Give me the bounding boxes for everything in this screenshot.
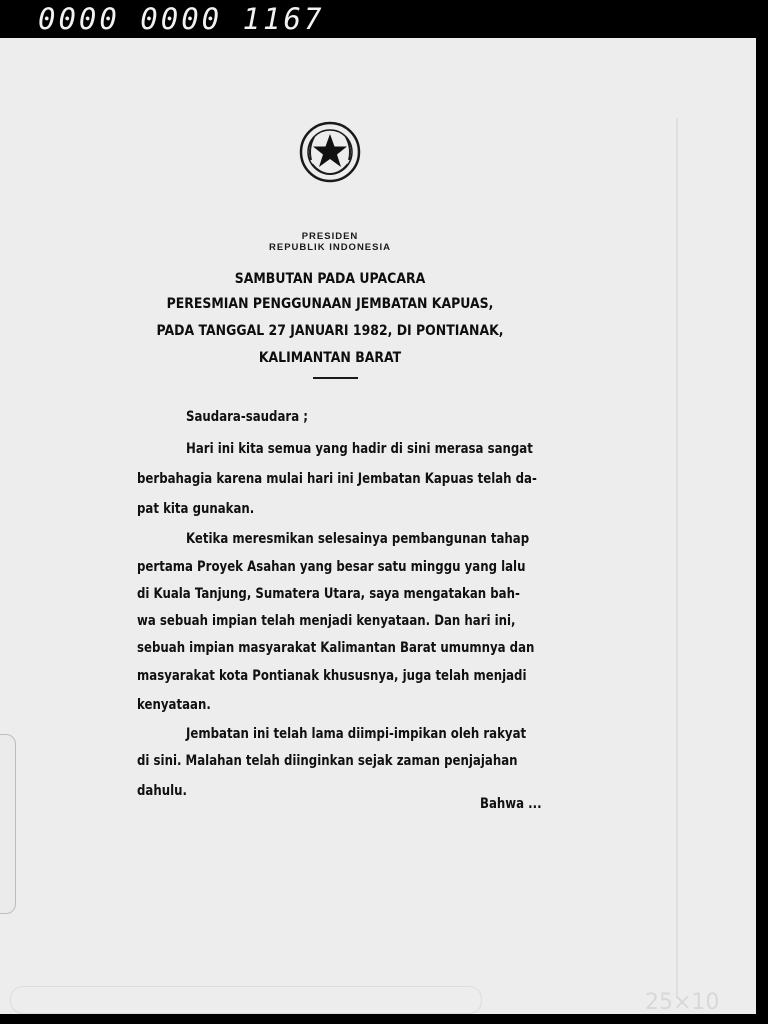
title-line: SAMBUTAN PADA UPACARA (234, 271, 426, 287)
body-line: masyarakat kota Pontianak khususnya, juga telah menjadi (137, 668, 527, 684)
body-line: dahulu. (137, 783, 187, 799)
page-edge-line (676, 118, 678, 998)
title-line: KALIMANTAN BARAT (258, 350, 402, 366)
body-line: Hari ini kita semua yang hadir di sini merasa sangat (186, 441, 533, 457)
title-line: PERESMIAN PENGGUNAAN JEMBATAN KAPUAS, (166, 296, 494, 312)
presidential-emblem-icon (298, 120, 362, 184)
body-line: di sini. Malahan telah diinginkan sejak zaman penjajahan (137, 753, 518, 769)
header-republic: REPUBLIK INDONESIA (269, 242, 391, 253)
page-mark: 25×10 (645, 990, 720, 1015)
bottom-edge-bar (10, 986, 482, 1014)
film-frame-number: 0000 0000 1167 (38, 2, 325, 36)
body-line: Jembatan ini telah lama diimpi-impikan oleh rakyat (186, 726, 527, 742)
left-edge-tab (0, 734, 16, 914)
body-line: sebuah impian masyarakat Kalimantan Barat umumnya dan (137, 640, 535, 656)
body-line: pertama Proyek Asahan yang besar satu minggu yang lalu (137, 559, 526, 575)
body-line: di Kuala Tanjung, Sumatera Utara, saya mengatakan bah- (137, 586, 520, 602)
document-page (0, 38, 756, 1014)
title-line: PADA TANGGAL 27 JANUARI 1982, DI PONTIANAK, (156, 323, 504, 339)
body-line: kenyataan. (137, 697, 211, 713)
body-line: pat kita gunakan. (137, 501, 255, 517)
body-line: wa sebuah impian telah menjadi kenyataan. Dan hari ini, (137, 613, 516, 629)
header-president: PRESIDEN (301, 231, 359, 242)
body-line: berbahagia karena mulai hari ini Jembatan Kapuas telah da- (137, 471, 537, 487)
title-divider (313, 377, 358, 379)
body-line: Ketika meresmikan selesainya pembangunan tahap (186, 531, 530, 547)
film-border (756, 38, 768, 1024)
salutation: Saudara-saudara ; (186, 409, 308, 425)
continuation-text: Bahwa ... (480, 796, 542, 812)
